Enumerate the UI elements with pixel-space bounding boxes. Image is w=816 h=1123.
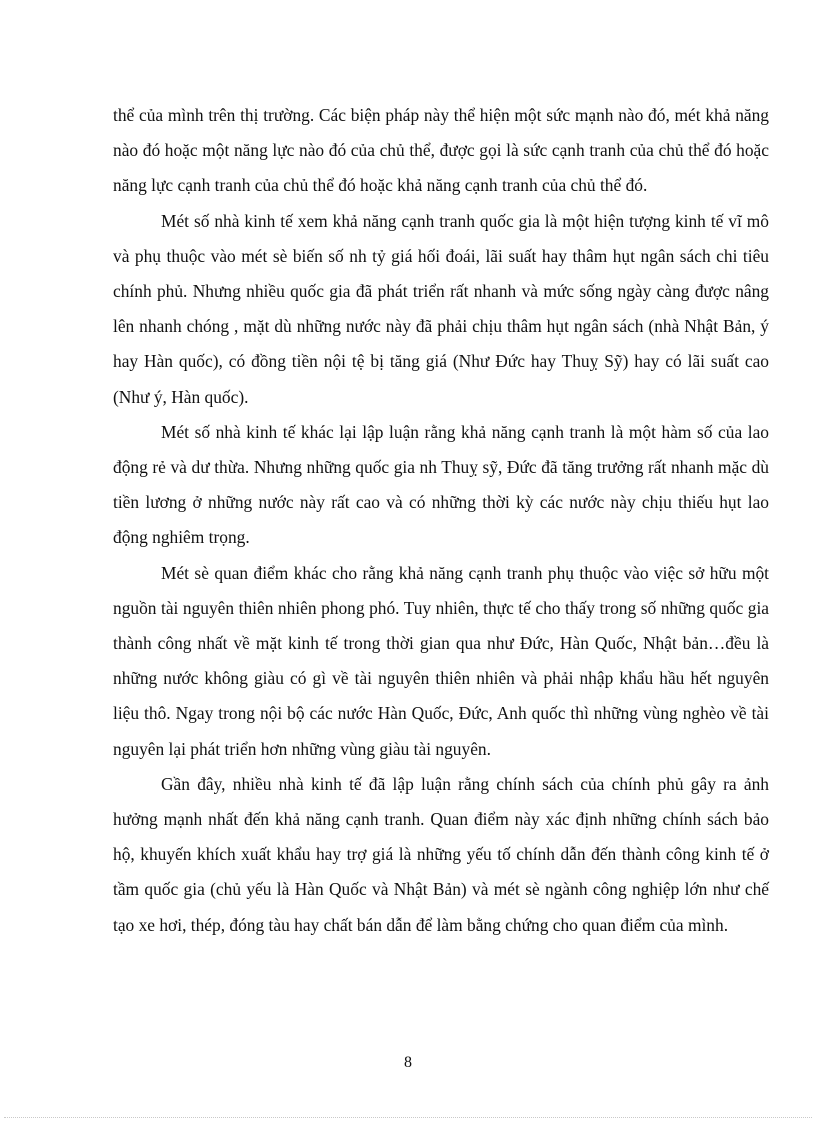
paragraph-5: Gần đây, nhiều nhà kinh tế đã lập luận rằng chính sách của chính phủ gây ra ảnh hưởng mạnh nhất đến khả năng cạnh tranh. Quan điểm này xác định những chính sách bảo hộ, khuyến khích xuất khẩu hay trợ giá là những yếu tố chính dẫn đến thành công kinh tế ở tầm quốc gia (chủ yếu là Hàn Quốc và Nhật Bản) và mét sè ngành công nghiệp lớn như chế tạo xe hơi, thép, đóng tàu hay chất bán dẫn để làm bằng chứng cho quan điểm của mình. <box>113 773 769 935</box>
paragraph-4: Mét sè quan điểm khác cho rằng khả năng cạnh tranh phụ thuộc vào việc sở hữu một nguồn tài nguyên thiên nhiên phong phó. Tuy nhiên, thực tế cho thấy trong số những quốc gia thành công nhất về mặt kinh tế trong thời gian qua như Đức, Hàn Quốc, Nhật bản…đều là những nước không giàu có gì về tài nguyên thiên nhiên và phải nhập khẩu hầu hết nguyên liệu thô. Ngay trong nội bộ các nước Hàn Quốc, Đức, Anh quốc thì những vùng nghèo về tài nguyên lại phát triển hơn những vùng giàu tài nguyên. <box>113 562 769 759</box>
paragraph-2: Mét số nhà kinh tế xem khả năng cạnh tranh quốc gia là một hiện tượng kinh tế vĩ mô và phụ thuộc vào mét sè biến số nh tỷ giá hối đoái, lãi suất hay thâm hụt ngân sách chi tiêu chính phủ. Nhưng nhiều quốc gia đã phát triển rất nhanh và mức sống ngày càng được nâng lên nhanh chóng , mặt dù những nước này đã phải chịu thâm hụt ngân sách (nhà Nhật Bản, ý hay Hàn quốc), có đồng tiền nội tệ bị tăng giá (Như Đức hay Thuỵ Sỹ) hay có lãi suất cao (Như ý, Hàn quốc). <box>113 210 769 407</box>
body-text <box>113 98 769 943</box>
paragraph-3: Mét số nhà kinh tế khác lại lập luận rằng khả năng cạnh tranh là một hàm số của lao động rẻ và dư thừa. Nhưng những quốc gia nh Thuỵ sỹ, Đức đã tăng trưởng rất nhanh mặc dù tiền lương ở những nước này rất cao và có những thời kỳ các nước này chịu thiếu hụt lao động nghiêm trọng. <box>113 421 769 548</box>
page-bottom-divider <box>4 1117 812 1118</box>
page-number: 8 <box>404 1054 412 1071</box>
paragraph-1: thể của mình trên thị trường. Các biện pháp này thể hiện một sức mạnh nào đó, mét khả năng nào đó hoặc một năng lực nào đó của chủ thể, được gọi là sức cạnh tranh của chủ thể đó hoặc năng lực cạnh tranh của chủ thể đó hoặc khả năng cạnh tranh của chủ thể đó. <box>113 105 769 196</box>
